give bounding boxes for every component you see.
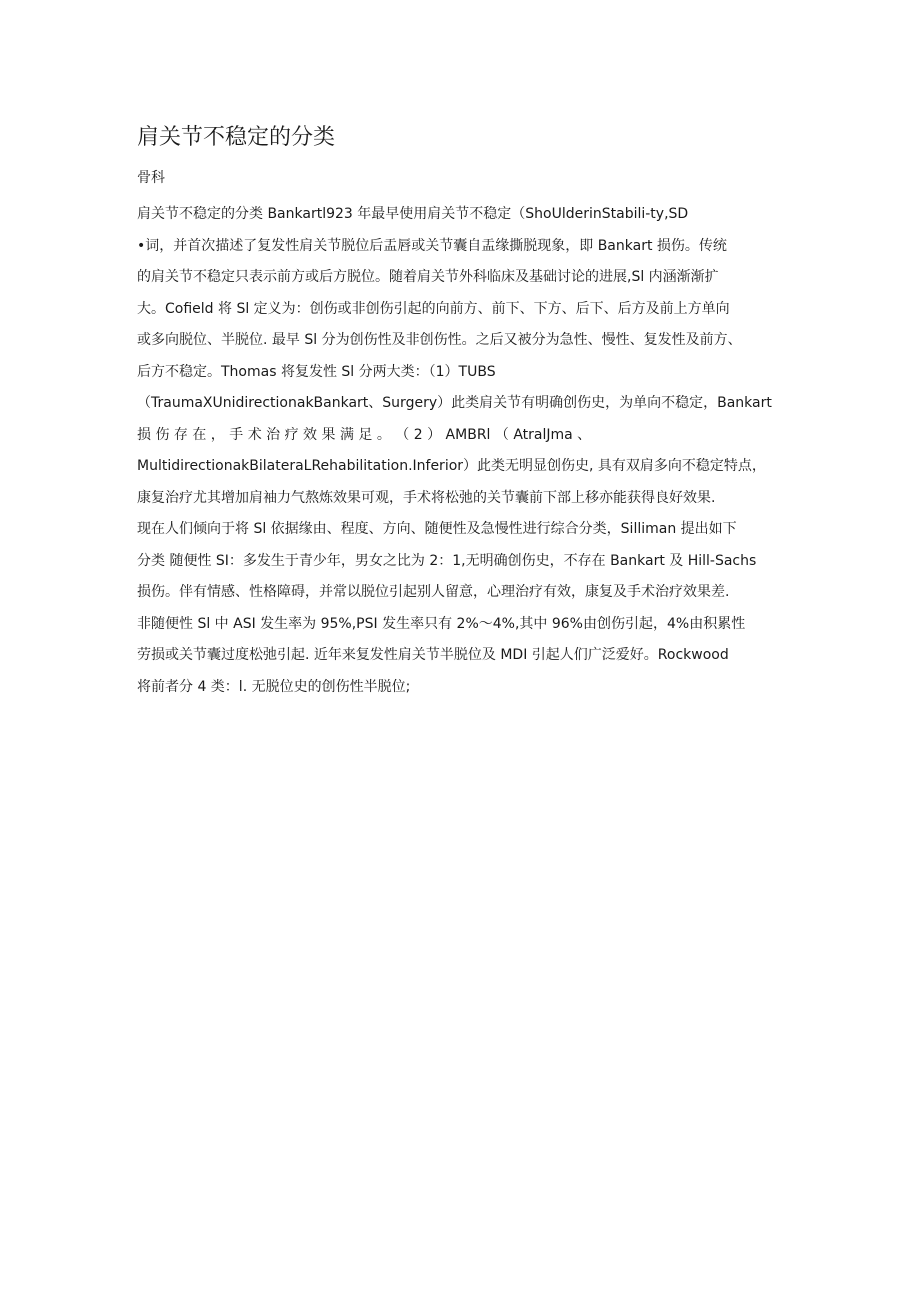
body-line: 将前者分 4 类：l. 无脱位史的创伤性半脱位; (137, 678, 411, 695)
body-line: •词，并首次描述了复发性肩关节脱位后盂唇或关节囊自盂缘撕脱现象，即 Bankart 损伤。传统 (137, 237, 727, 254)
body-line: 或多向脱位、半脱位. 最早 Sl 分为创伤性及非创伤性。之后又被分为急性、慢性、复发性及前方、 (137, 332, 742, 348)
document-category: 骨科 (137, 170, 165, 186)
body-line: 分类 随便性 SI：多发生于青少年，男女之比为 2：1,无明确创伤史，不存在 Bankart 及 Hill-Sachs (137, 552, 757, 569)
body-line: 后方不稳定。Thomas 将复发性 Sl 分两大类：（1）TUBS (137, 363, 496, 380)
body-line: 损 伤 存 在 ， 手 术 治 疗 效 果 满 足 。 （ 2 ） AMBRl （ AtralJma 、 (137, 426, 592, 443)
body-line: 大。Cofield 将 Sl 定义为：创伤或非创伤引起的向前方、前下、下方、后下、后方及前上方单向 (137, 300, 730, 317)
body-line: 肩关节不稳定的分类 Bankartl923 年最早使用肩关节不稳定（ShoUlderinStabili-ty,SD (137, 206, 689, 222)
body-line: MultidirectionakBilateraLRehabilitation.Inferior）此类无明显创伤史, 具有双肩多向不稳定特点， (137, 458, 766, 474)
body-line: 非随便性 Sl 中 ASI 发生率为 95%,PSI 发生率只有 2%～4%,其中 96%由创伤引起，4%由积累性 (137, 615, 746, 632)
body-line: （TraumaXUnidirectionakBankart、Surgery）此类肩关节有明确创伤史，为单向不稳定，Bankart (137, 395, 772, 411)
body-line: 损伤。伴有情感、性格障碍，并常以脱位引起别人留意，心理治疗有效，康复及手术治疗效果差. (137, 584, 730, 600)
body-line: 的肩关节不稳定只表示前方或后方脱位。随着肩关节外科临床及基础讨论的进展,Sl 内涵渐渐扩 (137, 269, 719, 285)
body-line: 康复治疗尤其增加肩袖力气熬炼效果可观，手术将松弛的关节囊前下部上移亦能获得良好效果. (137, 489, 716, 506)
document-body (137, 199, 787, 703)
body-line: 劳损或关节囊过度松弛引起. 近年来复发性肩关节半脱位及 MDI 引起人们广泛爱好。Rockwood (137, 647, 729, 663)
body-line: 现在人们倾向于将 Sl 依据缘由、程度、方向、随便性及急慢性进行综合分类，Silliman 提出如下 (137, 521, 737, 537)
document-title: 肩关节不稳定的分类 (137, 125, 336, 150)
